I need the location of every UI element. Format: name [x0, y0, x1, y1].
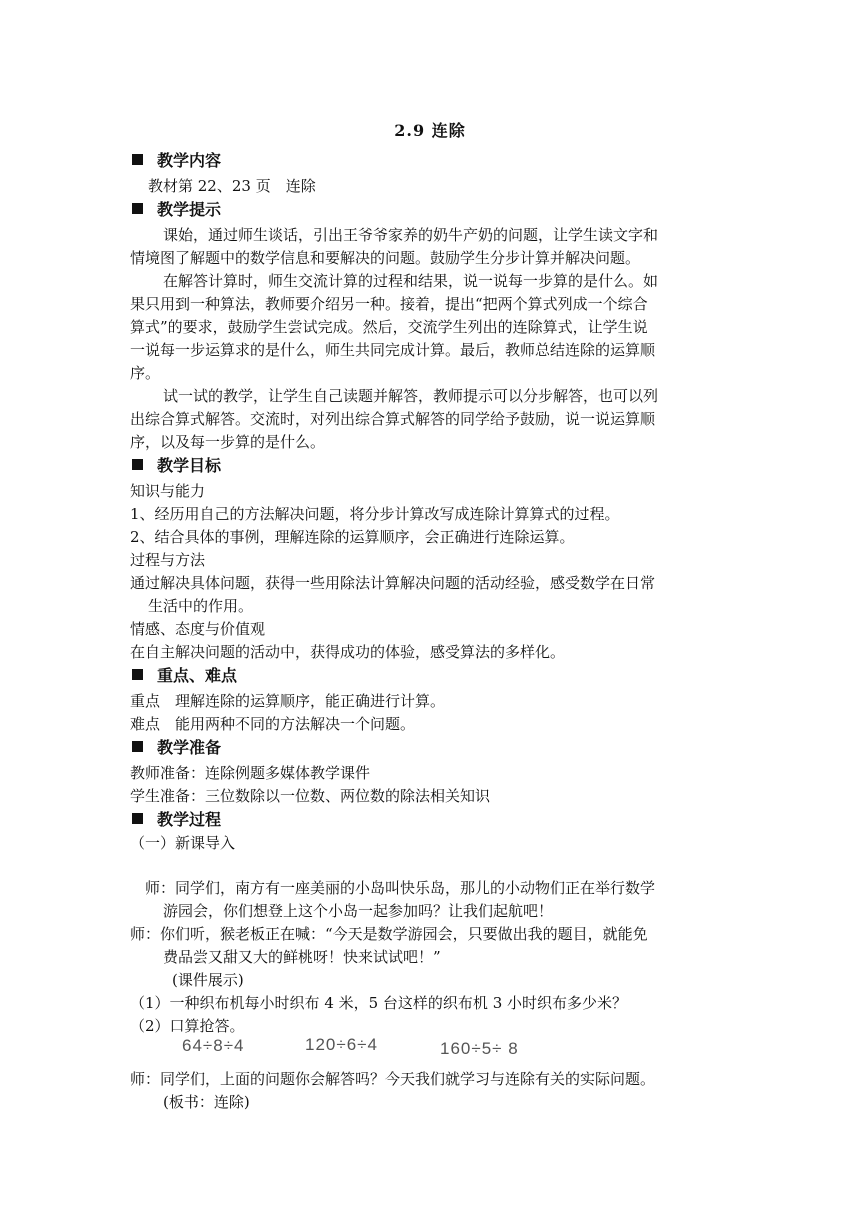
goal-line: 知识与能力 — [130, 482, 206, 500]
hint-line: 出综合算式解答。交流时，对列出综合算式解答的同学给予鼓励，说一说运算顺 — [130, 410, 656, 428]
heading-goals: 教学目标 — [130, 454, 740, 477]
bullet-square-icon — [132, 154, 143, 165]
hint-line: 试一试的教学，让学生自己读题并解答，教师提示可以分步解答，也可以列 — [163, 387, 659, 405]
process-line: 游园会，你们想登上这个小岛一起参加吗？让我们起航吧！ — [163, 902, 554, 920]
bullet-square-icon — [132, 741, 143, 752]
key-line: 重点 理解连除的运算顺序，能正确进行计算。 — [130, 692, 446, 710]
process-line: 费品尝又甜又大的鲜桃呀！快来试试吧！” — [163, 948, 441, 966]
process-line: (板书：连除) — [163, 1093, 250, 1111]
hint-line: 课始，通过师生谈话，引出王爷爷家养的奶牛产奶的问题，让学生读文字和 — [163, 226, 659, 244]
hint-line: 算式”的要求，鼓励学生尝试完成。然后，交流学生列出的连除算式，让学生说 — [130, 318, 648, 336]
goal-line: 1、经历用自己的方法解决问题，将分步计算改写成连除计算算式的过程。 — [130, 505, 620, 523]
heading-hints: 教学提示 — [130, 198, 740, 221]
hint-line: 在解答计算时，师生交流计算的过程和结果，说一说每一步算的是什么。如 — [163, 272, 659, 290]
content-text: 教材第 22、23 页 连除 — [148, 177, 316, 195]
key-line: 难点 能用两种不同的方法解决一个问题。 — [130, 715, 416, 733]
goal-line: 过程与方法 — [130, 551, 206, 569]
goal-line: 2、结合具体的事例，理解连除的运算顺序，会正确进行连除运算。 — [130, 528, 575, 546]
expression: 120÷6÷4 — [305, 1035, 378, 1054]
hint-line: 果只用到一种算法，教师要介绍另一种。接着，提出“把两个算式列成一个综合 — [130, 295, 648, 313]
prep-line: 学生准备：三位数除以一位数、两位数的除法相关知识 — [130, 787, 491, 805]
expression: 64÷8÷4 — [182, 1036, 245, 1055]
goal-line: 生活中的作用。 — [148, 597, 254, 615]
heading-process: 教学过程 — [130, 808, 740, 831]
prep-line: 教师准备：连除例题多媒体教学课件 — [130, 764, 371, 782]
hint-line: 一说每一步运算求的是什么，师生共同完成计算。最后，教师总结连除的运算顺 — [130, 341, 656, 359]
process-line: （一）新课导入 — [130, 834, 236, 852]
hint-line: 序。 — [130, 364, 161, 382]
goal-line: 通过解决具体问题，获得一些用除法计算解决问题的活动经验，感受数学在日常 — [130, 574, 656, 592]
goal-line: 情感、态度与价值观 — [130, 620, 266, 638]
process-line: (课件展示) — [172, 971, 244, 989]
bullet-square-icon — [132, 459, 143, 470]
goal-line: 在自主解决问题的活动中，获得成功的体验，感受算法的多样化。 — [130, 643, 566, 661]
heading-prep: 教学准备 — [130, 736, 740, 759]
expression: 160÷5÷ 8 — [440, 1039, 519, 1058]
process-line: 师：你们听，猴老板正在喊：“今天是数学游园会，只要做出我的题目，就能免 — [130, 925, 648, 943]
bullet-square-icon — [132, 669, 143, 680]
process-line: 师：同学们，南方有一座美丽的小岛叫快乐岛，那儿的小动物们正在举行数学 — [145, 879, 656, 897]
bullet-square-icon — [132, 203, 143, 214]
lesson-title: 2.9 连除 — [394, 121, 466, 140]
heading-key-points: 重点、难点 — [130, 664, 740, 687]
bullet-square-icon — [132, 813, 143, 824]
hint-line: 情境图了解题中的数学信息和要解决的问题。鼓励学生分步计算并解决问题。 — [130, 249, 641, 267]
process-line: （1）一种织布机每小时织布 4 米，5 台这样的织布机 3 小时织布多少米？ — [130, 994, 628, 1012]
hint-line: 序，以及每一步算的是什么。 — [130, 433, 326, 451]
heading-content: 教学内容 — [130, 149, 740, 172]
process-line: 师：同学们，上面的问题你会解答吗？今天我们就学习与连除有关的实际问题。 — [130, 1070, 656, 1088]
process-line: （2）口算抢答。 — [130, 1017, 245, 1035]
